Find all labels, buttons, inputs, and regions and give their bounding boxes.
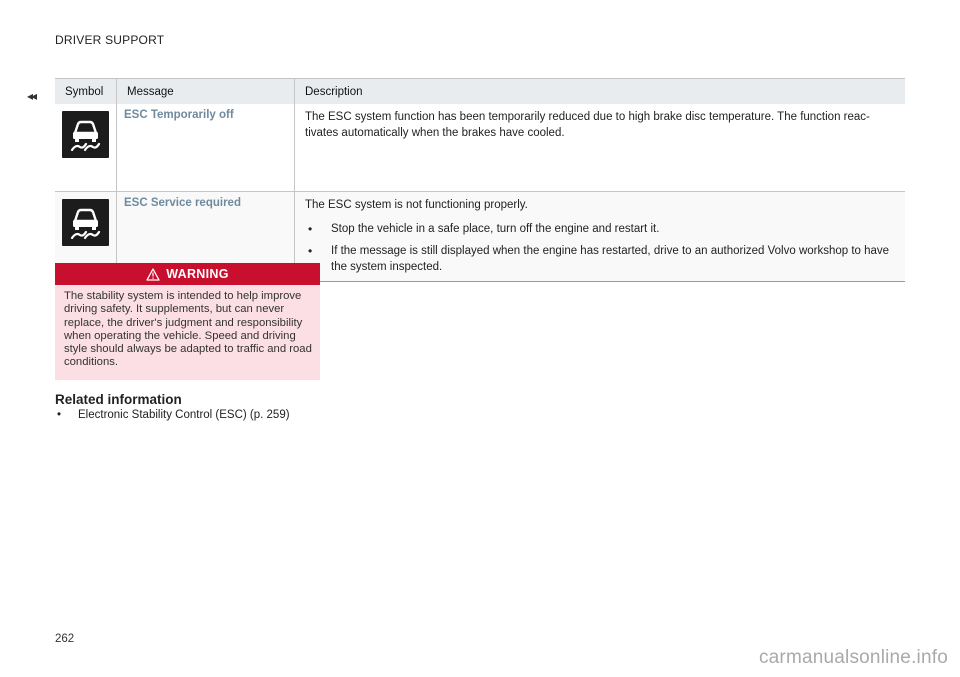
description-text: The ESC system is not functioning properly. xyxy=(305,198,528,211)
related-information-title: Related information xyxy=(55,392,182,407)
message-cell xyxy=(117,104,295,191)
table-row xyxy=(55,104,905,191)
table-header-row xyxy=(55,79,905,105)
warning-text: The stability system is intended to help improve driving safety. It supplements, but can never replace, the driver's judgment and responsibility when operating the vehicle. Speed and driving style should always be adapted to traffic and road conditions. xyxy=(64,290,312,369)
esc-skid-icon xyxy=(62,111,109,158)
related-information-list xyxy=(55,409,290,421)
symbol-cell xyxy=(55,104,117,191)
warning-box xyxy=(55,263,320,380)
warning-triangle-icon xyxy=(146,268,160,281)
warning-header xyxy=(55,263,320,285)
message-table xyxy=(55,78,905,282)
message-title: ESC Temporarily off xyxy=(124,109,234,121)
description-cell xyxy=(295,104,906,191)
description-text: The ESC system function has been temporarily reduced due to high brake disc temperature. The function reac-tivates automatically when the brakes have cooled. xyxy=(305,111,870,139)
description-cell xyxy=(295,191,906,281)
watermark: carmanualsonline.info xyxy=(758,647,948,668)
page-number: 262 xyxy=(55,633,75,645)
column-header-message: Message xyxy=(117,79,295,105)
list-item: • If the message is still displayed when the engine has restarted, drive to an authorized Volvo workshop to have the system inspected. xyxy=(305,243,897,275)
column-header-symbol: Symbol xyxy=(55,79,117,105)
column-header-description: Description xyxy=(295,79,906,105)
section-header: DRIVER SUPPORT xyxy=(55,33,165,47)
warning-title: WARNING xyxy=(166,267,229,281)
related-link[interactable]: • Electronic Stability Control (ESC) (p. 259) xyxy=(55,409,290,421)
message-title: ESC Service required xyxy=(124,196,241,209)
list-item: • Stop the vehicle in a safe place, turn off the engine and restart it. xyxy=(305,221,897,237)
bullet-list xyxy=(305,221,897,275)
continue-indicator-icon: ◂◂ xyxy=(27,89,36,103)
esc-skid-icon xyxy=(62,199,109,246)
